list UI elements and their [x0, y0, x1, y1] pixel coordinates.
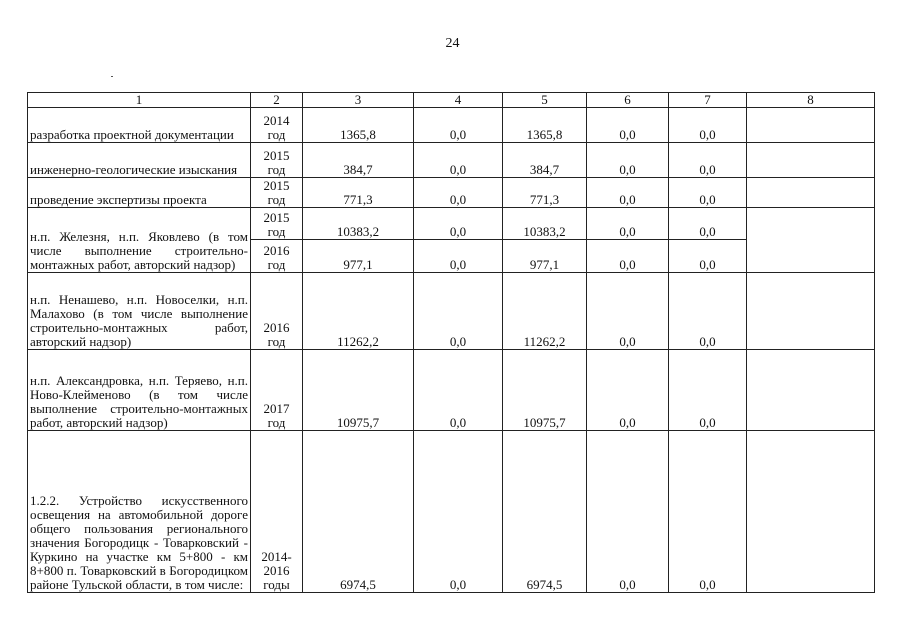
header-row [28, 93, 875, 108]
empty-cell [747, 273, 875, 350]
value-cell: 0,0 [669, 208, 747, 240]
year-cell: 2014 год [251, 108, 303, 143]
column-header: 3 [303, 93, 414, 108]
value-cell: 10975,7 [303, 350, 414, 431]
value-cell: 0,0 [669, 350, 747, 431]
value-cell: 0,0 [414, 273, 503, 350]
value-cell: 0,0 [414, 350, 503, 431]
description-cell: н.п. Ненашево, н.п. Новоселки, н.п. Малахово (в том числе выполнение строительно-монтажных работ, авторский надзор) [28, 273, 251, 350]
value-cell: 6974,5 [303, 431, 414, 593]
table-row [28, 178, 875, 208]
value-cell: 11262,2 [303, 273, 414, 350]
empty-cell [747, 350, 875, 431]
value-cell: 0,0 [669, 273, 747, 350]
value-cell: 6974,5 [503, 431, 587, 593]
description-cell: 1.2.2. Устройство искусственного освещения на автомобильной дороге общего пользования регионального значения Богородицк - Товарковский - Куркино на участке км 5+800 - км 8+800 п. Товарковский в Богородицком районе Тульской области, в том числе: [28, 431, 251, 593]
value-cell: 10383,2 [503, 208, 587, 240]
empty-cell [747, 431, 875, 593]
table-row [28, 108, 875, 143]
value-cell: 0,0 [587, 240, 669, 273]
value-cell: 0,0 [587, 143, 669, 178]
value-cell: 0,0 [669, 178, 747, 208]
description-cell: проведение экспертизы проекта [28, 178, 251, 208]
scan-speck [111, 76, 113, 77]
year-cell: 2015 год [251, 178, 303, 208]
value-cell: 0,0 [587, 350, 669, 431]
budget-table [27, 92, 875, 593]
value-cell: 977,1 [303, 240, 414, 273]
year-cell: 2016 год [251, 240, 303, 273]
value-cell: 0,0 [587, 108, 669, 143]
table-row [28, 143, 875, 178]
year-cell: 2014- 2016 годы [251, 431, 303, 593]
column-header: 2 [251, 93, 303, 108]
value-cell: 0,0 [669, 108, 747, 143]
value-cell: 384,7 [303, 143, 414, 178]
table-row [28, 350, 875, 431]
value-cell: 0,0 [669, 240, 747, 273]
value-cell: 771,3 [503, 178, 587, 208]
value-cell: 11262,2 [503, 273, 587, 350]
value-cell: 1365,8 [503, 108, 587, 143]
column-header: 6 [587, 93, 669, 108]
value-cell: 384,7 [503, 143, 587, 178]
column-header: 7 [669, 93, 747, 108]
table-row [28, 431, 875, 593]
column-header: 5 [503, 93, 587, 108]
value-cell: 977,1 [503, 240, 587, 273]
table-row [28, 208, 875, 240]
value-cell: 0,0 [414, 178, 503, 208]
year-cell: 2015 год [251, 208, 303, 240]
empty-cell [747, 143, 875, 178]
empty-cell [747, 108, 875, 143]
table-row [28, 273, 875, 350]
value-cell: 0,0 [669, 431, 747, 593]
description-cell: разработка проектной документации [28, 108, 251, 143]
value-cell: 0,0 [587, 431, 669, 593]
value-cell: 0,0 [414, 143, 503, 178]
value-cell: 1365,8 [303, 108, 414, 143]
value-cell: 0,0 [414, 208, 503, 240]
value-cell: 0,0 [414, 108, 503, 143]
value-cell: 10383,2 [303, 208, 414, 240]
value-cell: 0,0 [587, 178, 669, 208]
description-cell: н.п. Железня, н.п. Яковлево (в том числе выполнение строительно-монтажных работ, авторский надзор) [28, 208, 251, 273]
value-cell: 0,0 [587, 273, 669, 350]
value-cell: 0,0 [414, 431, 503, 593]
value-cell: 0,0 [669, 143, 747, 178]
value-cell: 10975,7 [503, 350, 587, 431]
value-cell: 0,0 [587, 208, 669, 240]
year-cell: 2017 год [251, 350, 303, 431]
column-header: 8 [747, 93, 875, 108]
page-number: 24 [445, 36, 460, 51]
value-cell: 0,0 [414, 240, 503, 273]
description-cell: инженерно-геологические изыскания [28, 143, 251, 178]
value-cell: 771,3 [303, 178, 414, 208]
empty-cell [747, 178, 875, 208]
empty-cell [747, 208, 875, 273]
year-cell: 2016 год [251, 273, 303, 350]
column-header: 1 [28, 93, 251, 108]
column-header: 4 [414, 93, 503, 108]
year-cell: 2015 год [251, 143, 303, 178]
description-cell: н.п. Александровка, н.п. Теряево, н.п. Ново-Клейменово (в том числе выполнение строительно-монтажных работ, авторский надзор) [28, 350, 251, 431]
